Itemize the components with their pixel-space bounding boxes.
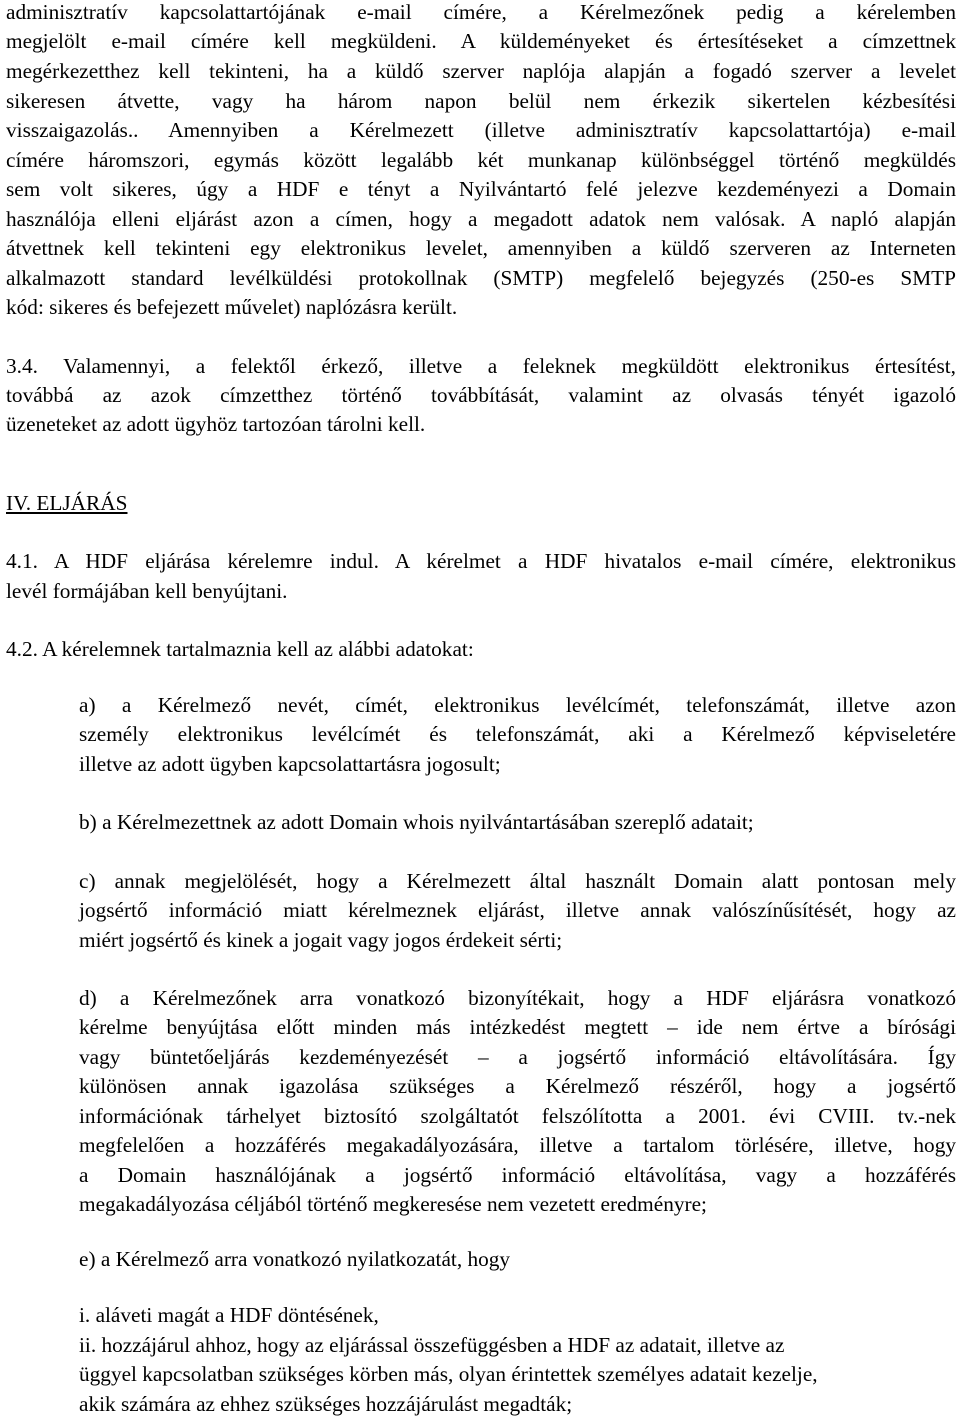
text-line: megjelölt e-mail címére kell megküldeni. A küldeményeket és értesítéseket a címzettnek <box>6 29 956 53</box>
list-item-e: e) a Kérelmező arra vonatkozó nyilatkozatát, hogy <box>79 1247 511 1271</box>
text-line: jogsértő információ miatt kérelmeznek eljárást, illetve annak valószínűsítését, hogy az <box>79 898 956 922</box>
list-item-e-i: i. aláveti magát a HDF döntésének, <box>79 1303 379 1327</box>
text-line: személy elektronikus levélcímét és telefonszámát, aki a Kérelmező képviseletére <box>79 722 956 746</box>
text-line: akik számára az ehhez szükséges hozzájárulást megadták; <box>79 1392 573 1416</box>
text-line: sikeresen átvette, vagy ha három napon belül nem érkezik sikertelen kézbesítési <box>6 89 956 113</box>
text-line: üggyel kapcsolatban szükséges körben más, olyan érintettek személyes adatait kezelje, <box>79 1362 818 1386</box>
list-item-b: b) a Kérelmezettnek az adott Domain whois nyilvántartásában szereplő adatait; <box>79 810 754 834</box>
text-line: 4.1. A HDF eljárása kérelemre indul. A kérelmet a HDF hivatalos e-mail címére, elektronikus <box>6 549 956 573</box>
text-line: sem volt sikeres, úgy a HDF e tényt a Nyilvántartó felé jelezve kezdeményezi a Domain <box>6 177 956 201</box>
text-line: címére háromszori, egymás között legalább két munkanap különbséggel történő megküldés <box>6 148 956 172</box>
text-line: levél formájában kell benyújtani. <box>6 579 288 603</box>
text-line: alkalmazott standard levélküldési protokollnak (SMTP) megfelelő bejegyzés (250-es SMTP <box>6 266 956 290</box>
text-line: ii. hozzájárul ahhoz, hogy az eljárással összefüggésben a HDF az adatait, illetve az <box>79 1333 785 1357</box>
text-line: használója elleni eljárást azon a címen, hogy a megadott adatok nem valósak. A napló alapján <box>6 207 956 231</box>
text-line: a Domain használójának a jogsértő információ eltávolítása, vagy a hozzáférés <box>79 1163 956 1187</box>
text-line: üzeneteket az adott ügyhöz tartozóan tárolni kell. <box>6 412 426 436</box>
text-line: továbbá az azok címzetthez történő továbbítását, valamint az olvasás tényét igazoló <box>6 383 956 407</box>
text-line: miért jogsértő és kinek a jogait vagy jogos érdekeit sérti; <box>79 928 563 952</box>
text-line: d) a Kérelmezőnek arra vonatkozó bizonyítékait, hogy a HDF eljárásra vonatkozó <box>79 986 956 1010</box>
text-line: megérkezetthez kell tekinteni, ha a küldő szerver naplója alapján a fogadó szerver a levelet <box>6 59 956 83</box>
text-line: 3.4. Valamennyi, a felektől érkező, illetve a feleknek megküldött elektronikus értesítést, <box>6 354 956 378</box>
text-line: a) a Kérelmező nevét, címét, elektronikus levélcímét, telefonszámát, illetve azon <box>79 693 956 717</box>
text-line: kérelme benyújtása előtt minden más intézkedést megtett – ide nem értve a bírósági <box>79 1015 956 1039</box>
text-line: megakadályozása céljából történő megkeresése nem vezetett eredményre; <box>79 1192 707 1216</box>
text-line: vagy büntetőeljárás kezdeményezését – a jogsértő információ eltávolítására. Így <box>79 1045 956 1069</box>
text-line: adminisztratív kapcsolattartójának e-mail címére, a Kérelmezőnek pedig a kérelemben <box>6 0 956 24</box>
text-line: megfelelően a hozzáférés megakadályozására, illetve a tartalom törlésére, illetve, hogy <box>79 1133 956 1157</box>
text-line: átvettnek kell tekinteni egy elektronikus levelet, amennyiben a küldő szerveren az Interneten <box>6 236 956 260</box>
paragraph-4-2: 4.2. A kérelemnek tartalmaznia kell az alábbi adatokat: <box>6 637 474 661</box>
text-line: különösen annak igazolása szükséges a Kérelmező részéről, hogy a jogsértő <box>79 1074 956 1098</box>
text-line: visszaigazolás.. Amennyiben a Kérelmezett (illetve adminisztratív kapcsolattartója) e-mail <box>6 118 956 142</box>
section-heading: IV. ELJÁRÁS <box>6 491 128 515</box>
text-line: illetve az adott ügyben kapcsolattartásra jogosult; <box>79 752 501 776</box>
text-line: kód: sikeres és befejezett művelet) naplózásra került. <box>6 295 458 319</box>
text-line: c) annak megjelölését, hogy a Kérelmezett által használt Domain alatt pontosan mely <box>79 869 956 893</box>
text-line: információnak tárhelyet biztosító szolgáltatót felszólította a 2001. évi CVIII. tv.-nek <box>79 1104 956 1128</box>
